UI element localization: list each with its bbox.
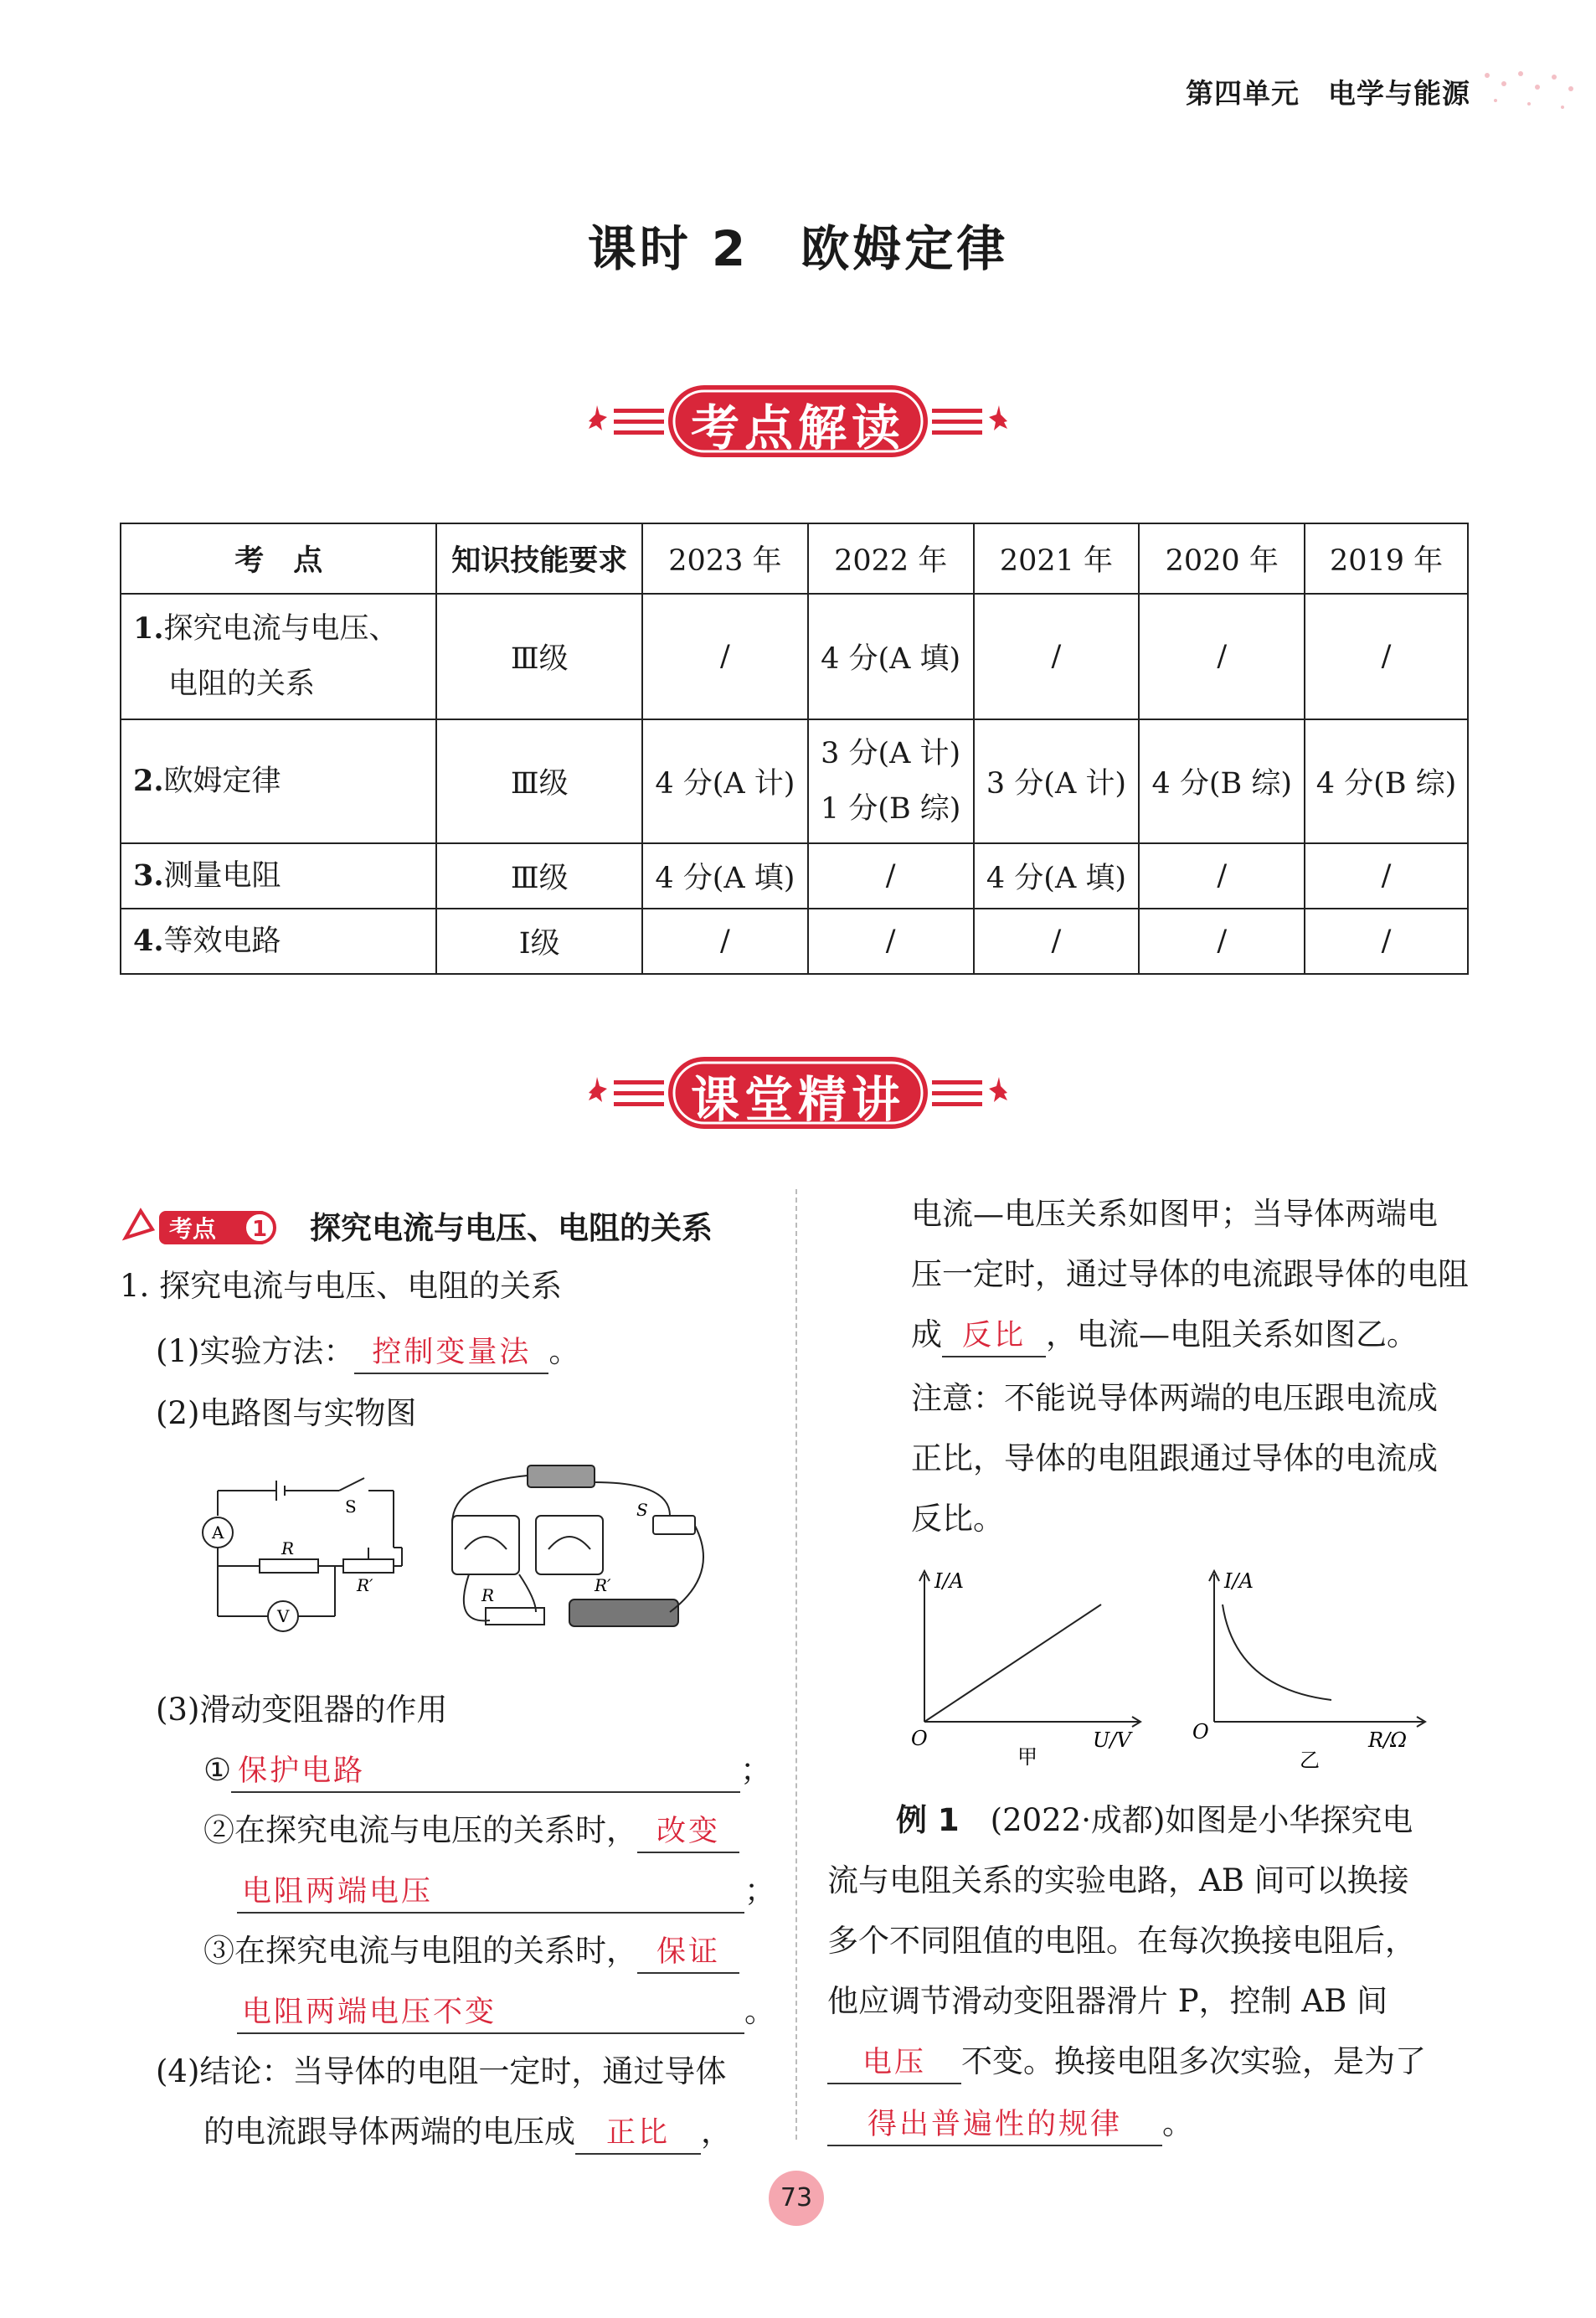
answer-blank: 反比	[942, 1316, 1046, 1357]
right-para-2: 压一定时，通过导体的电流跟导体的电阻	[911, 1256, 1469, 1292]
table-header: 2023 年	[642, 523, 808, 594]
svg-text:R/Ω: R/Ω	[1368, 1728, 1408, 1752]
year-cell: 4 分(A 填)	[642, 843, 808, 909]
year-cell: /	[1305, 594, 1468, 719]
page-number: 73	[769, 2171, 824, 2226]
example-line-3: 多个不同阻值的电阻。在每次换接电阻后，	[827, 1923, 1416, 1959]
conclusion-line-2: 的电流跟导体两端的电压成 正比 ，	[203, 2102, 732, 2162]
graph-yi	[1189, 1563, 1440, 1780]
answer-blank: 正比	[575, 2113, 701, 2155]
method-line: (1)实验方法： 控制变量法 。	[156, 1321, 579, 1382]
rheostat-role: (3)滑动变阻器的作用	[156, 1692, 448, 1728]
level-cell: Ⅲ级	[436, 719, 642, 843]
year-cell: 4 分(B 综)	[1305, 719, 1468, 843]
example-line-2: 流与电阻关系的实验电路，AB 间可以换接	[827, 1862, 1409, 1898]
conclusion-line-1: (4)结论：当导体的电阻一定时，通过导体	[156, 2053, 727, 2089]
note-line-1: 注意：不能说导体两端的电压跟电流成	[911, 1380, 1438, 1416]
year-cell: /	[974, 594, 1140, 719]
role-3: ③在探究电流与电阻的关系时， 保证	[203, 1921, 739, 1981]
kaodian-badge	[122, 1204, 290, 1249]
table-row	[121, 909, 1468, 974]
answer-blank: 控制变量法	[354, 1332, 548, 1374]
year-cell: 3 分(A 计) 1 分(B 综)	[808, 719, 974, 843]
lecture-banner	[572, 1047, 1024, 1139]
table-header: 知识技能要求	[436, 523, 642, 594]
answer-blank: 电压	[827, 2042, 961, 2084]
year-cell: 4 分(A 计)	[642, 719, 808, 843]
column-divider	[795, 1189, 797, 2140]
svg-text:I/A: I/A	[934, 1569, 964, 1593]
table-row	[121, 594, 1468, 719]
table-header: 2019 年	[1305, 523, 1468, 594]
topic-cell: 4.等效电路	[121, 909, 436, 974]
table-header: 2022 年	[808, 523, 974, 594]
svg-text:R: R	[281, 1538, 295, 1558]
item-1: 1. 探究电流与电压、电阻的关系	[120, 1268, 563, 1304]
exam-points-banner	[572, 375, 1024, 467]
svg-text:S: S	[345, 1496, 357, 1517]
topic-cell: 3.测量电阻	[121, 843, 436, 909]
note-line-2: 正比，导体的电阻跟通过导体的电流成	[911, 1440, 1438, 1476]
svg-text:V: V	[277, 1606, 290, 1626]
year-cell: /	[974, 909, 1140, 974]
year-cell: 3 分(A 计)	[974, 719, 1140, 843]
svg-text:A: A	[212, 1522, 224, 1543]
svg-text:U/V: U/V	[1093, 1728, 1131, 1752]
header-decoration	[1470, 59, 1596, 126]
inverse-curve	[1223, 1605, 1331, 1700]
year-cell: /	[1139, 909, 1305, 974]
table-header: 2021 年	[974, 523, 1140, 594]
svg-text:1: 1	[252, 1217, 268, 1242]
year-cell: /	[1139, 843, 1305, 909]
answer-blank: 改变	[637, 1811, 739, 1853]
svg-text:甲: 甲	[1017, 1745, 1037, 1769]
topic-cell: 1.探究电流与电压、 电阻的关系	[121, 594, 436, 719]
example-line-4: 他应调节滑动变阻器滑片 P，控制 AB 间	[827, 1983, 1388, 2019]
year-cell: 4 分(A 填)	[974, 843, 1140, 909]
circuit-diagram	[201, 1457, 737, 1658]
unit-header: 第四单元 电学与能源	[1186, 77, 1470, 110]
example-line-1: 例 1 (2022·成都)如图是小华探究电	[896, 1802, 1413, 1838]
kaodian-title: 探究电流与电压、电阻的关系	[310, 1210, 713, 1246]
answer-blank: 电阻两端电压	[237, 1872, 744, 1914]
diagram-label: (2)电路图与实物图	[156, 1395, 417, 1431]
svg-text:乙: 乙	[1300, 1749, 1320, 1772]
example-line-5: 电压 不变。换接电阻多次实验，是为了	[827, 2032, 1426, 2092]
year-cell: /	[1139, 594, 1305, 719]
table-header-row	[121, 523, 1468, 594]
topic-cell: 2.欧姆定律	[121, 719, 436, 843]
answer-blank: 保护电路	[231, 1751, 740, 1793]
exam-points-table	[120, 523, 1469, 975]
level-cell: Ⅲ级	[436, 594, 642, 719]
lesson-title: 课时 2 欧姆定律	[587, 220, 1009, 277]
graph-jia	[904, 1563, 1156, 1780]
banner-title: 考点解读	[690, 399, 905, 456]
role-3-cont: 电阻两端电压不变 。	[237, 1981, 775, 2042]
year-cell: 4 分(B 综)	[1139, 719, 1305, 843]
svg-text:I/A: I/A	[1224, 1569, 1254, 1593]
answer-blank: 得出普遍性的规律	[827, 2104, 1162, 2146]
example-line-6: 得出普遍性的规律 。	[827, 2094, 1193, 2154]
role-2-cont: 电阻两端电压 ；	[237, 1861, 775, 1921]
answer-blank: 保证	[637, 1932, 739, 1974]
right-para-3: 成 反比 ，电流—电阻关系如图乙。	[911, 1305, 1418, 1365]
svg-text:考点: 考点	[169, 1215, 217, 1243]
table-header: 考 点	[121, 523, 436, 594]
svg-text:O: O	[911, 1727, 928, 1750]
table-header: 2020 年	[1139, 523, 1305, 594]
role-2: ②在探究电流与电压的关系时， 改变	[203, 1800, 739, 1861]
year-cell: /	[808, 909, 974, 974]
role-1: ① 保护电路 ；	[203, 1740, 771, 1800]
level-cell: Ⅲ级	[436, 843, 642, 909]
answer-blank: 电阻两端电压不变	[237, 1992, 744, 2034]
table-row	[121, 843, 1468, 909]
table-row	[121, 719, 1468, 843]
linear-curve	[924, 1605, 1101, 1722]
svg-text:R: R	[481, 1585, 495, 1605]
level-cell: Ⅰ级	[436, 909, 642, 974]
year-cell: /	[642, 909, 808, 974]
year-cell: /	[642, 594, 808, 719]
note-line-3: 反比。	[911, 1501, 1004, 1537]
year-cell: /	[1305, 909, 1468, 974]
right-para-1: 电流—电压关系如图甲；当导体两端电	[911, 1196, 1438, 1232]
year-cell: /	[1305, 843, 1468, 909]
svg-text:R′: R′	[595, 1575, 611, 1595]
person-icon	[126, 1211, 152, 1238]
year-cell: 4 分(A 填)	[808, 594, 974, 719]
year-cell: /	[808, 843, 974, 909]
banner-title: 课堂精讲	[690, 1071, 905, 1128]
svg-text:O: O	[1192, 1720, 1209, 1744]
svg-text:S: S	[636, 1500, 648, 1520]
svg-text:R′: R′	[357, 1575, 373, 1595]
